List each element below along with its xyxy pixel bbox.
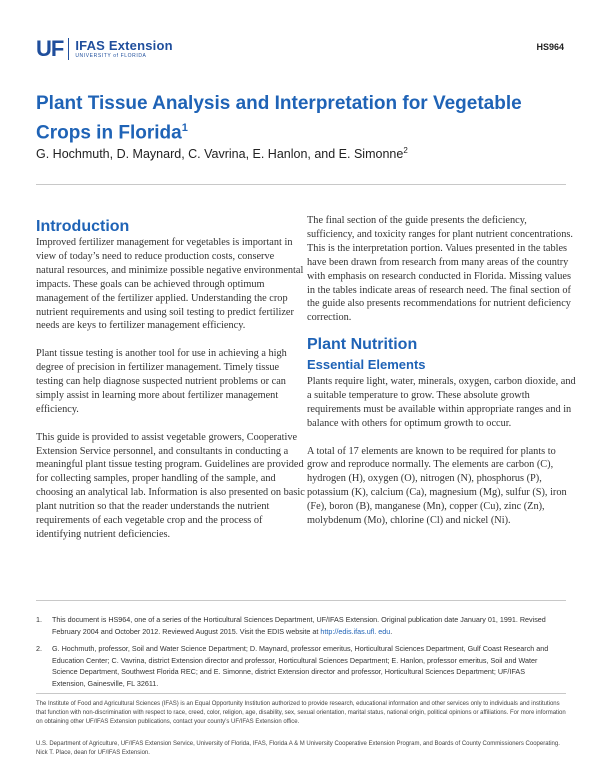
- right-column-top: [307, 214, 576, 339]
- equal-opportunity-disclaimer: The Institute of Food and Agricultural Sciences (IFAS) is an Equal Opportunity Institution authorized to provide research, educational information and other services only to individuals and institutions that function with non-discrimination with respect to race, creed, color, religion, age, disability, sex, sexual orientation, marital status, national origin, political opinions or affiliations. For more information on obtaining other UF/IFAS Extension publications, contact your county’s UF/IFAS Extension office.: [36, 701, 566, 725]
- logo-wordmark: [75, 39, 172, 60]
- publication-id: HS964: [536, 42, 564, 52]
- intro-paragraph-2: Plant tissue testing is another tool for use in achieving a high degree of precision in fertilizer management. Timely tissue testing can help diagnose suspected nutrient problems or can simply assist in learning more about fertilizer management efficiency.: [36, 348, 287, 415]
- plant-nutrition-heading: Plant Nutrition: [307, 336, 418, 353]
- intro-paragraph-3: This guide is provided to assist vegetable growers, Cooperative Extension Service personnel, and consultants in conducting a meaningful plant tissue testing program. Guidelines are provided for collecting samples, proper handling of the sample, and choosing an analytical lab. Information is also presented on basic plant nutrition so that the reader understands the nutrient requirements of each vegetable crop and the process of identifying nutrient deficiencies.: [36, 431, 305, 540]
- usda-cooperation-statement: U.S. Department of Agriculture, UF/IFAS Extension Service, University of Florida, IFAS, Florida A & M University Cooperative Extension Program, and Boards of County Commissioners Cooperating. Nick T. Place, dean for UF/IFAS Extension.: [36, 741, 560, 756]
- footnote-2: G. Hochmuth, professor, Soil and Water Science Department; D. Maynard, professor emeritus, Horticultural Sciences Department, Gulf Coast Research and Education Center; C. Vavrina, district Extension director and professor, Horticultural Sciences Department; E. Hanlon, professor emeritus, Soil and Water Science Department, Southwest Florida REC; and E. Simonne, district Extension director and professor, Horticultural Sciences Department; UF/IFAS Extension, Gainesville, FL 32611.: [52, 644, 549, 688]
- uf-logo-mark: UF: [36, 36, 64, 61]
- essential-elements-paragraph: A total of 17 elements are known to be required for plants to grow and reproduce normally. The elements are carbon (C), hydrogen (H), oxygen (O), nitrogen (N), phosphorus (P), potassium (K), calcium (Ca), magnesium (Mg), sulfur (S), iron (Fe), boron (B), manganese (Mn), copper (Cu), zinc (Zn), molybdenum (Mo), chlorine (Cl) and nickel (Ni).: [307, 445, 567, 527]
- footnote-1-text: This document is HS964, one of a series of the Horticultural Sciences Department, UF/IFAS Extension. Original publication date January 01, 1991. Revised February 2004 and October 2012. Reviewed August 2015. Visit the EDIS website at: [52, 615, 546, 636]
- title-footnote-ref[interactable]: 1: [181, 122, 188, 134]
- growth-requirements-paragraph: Plants require light, water, minerals, oxygen, carbon dioxide, and a suitable temperature to grow. These absolute growth requirements must be available within appropriate ranges and in balance with others for optimum growth to occur.: [307, 376, 576, 429]
- left-column: [36, 236, 305, 556]
- right-column-bottom: [307, 375, 576, 542]
- footnote-1-end: .: [390, 626, 393, 636]
- footnote-2-number: 2.: [36, 644, 42, 653]
- final-section-paragraph: The final section of the guide presents the deficiency, sufficiency, and toxicity ranges for plant nutrient concentrations. This is the interpretation portion. Values presented in the tables have been drawn from research from many areas of the country with emphasis on research conducted in Florida. Missing values in the tables indicate areas of research need. The final section of the guide also presents recommendations for nutrient deficiency correction.: [307, 215, 573, 324]
- introduction-heading: Introduction: [36, 218, 130, 235]
- authors-footnote-ref[interactable]: 2: [403, 146, 408, 155]
- essential-elements-subheading: Essential Elements: [307, 357, 426, 372]
- authors-text: G. Hochmuth, D. Maynard, C. Vavrina, E. Hanlon, and E. Simonne: [36, 147, 404, 162]
- intro-paragraph-1: Improved fertilizer management for vegetables is important in view of today’s need to reduce production costs, conserve natural resources, and minimize possible negative environmental impacts. These goals can be achieved through optimum management of the fertilizer applied. Understanding the crop nutrient requirements and using soil testing to predict fertilizer needs are keys to fertilizer management efficiency.: [36, 237, 304, 332]
- disclaimer-divider: [36, 693, 566, 694]
- title-text: Plant Tissue Analysis and Interpretation for Vegetable Crops in Florida: [36, 93, 522, 144]
- logo-ifas-text: IFAS Extension: [75, 37, 173, 53]
- ifas-extension-logo[interactable]: [36, 36, 173, 62]
- logo-university-text: UNIVERSITY of FLORIDA: [75, 52, 147, 59]
- footnote-1: [52, 614, 557, 637]
- document-title: [36, 91, 576, 145]
- authors-line: [36, 146, 408, 161]
- logo-divider: [68, 38, 69, 60]
- footnote-1-number: 1.: [36, 615, 42, 624]
- edis-website-link[interactable]: http://edis.ifas.ufl. edu: [320, 626, 391, 636]
- footnote-divider: [36, 600, 566, 601]
- header-divider: [36, 184, 566, 185]
